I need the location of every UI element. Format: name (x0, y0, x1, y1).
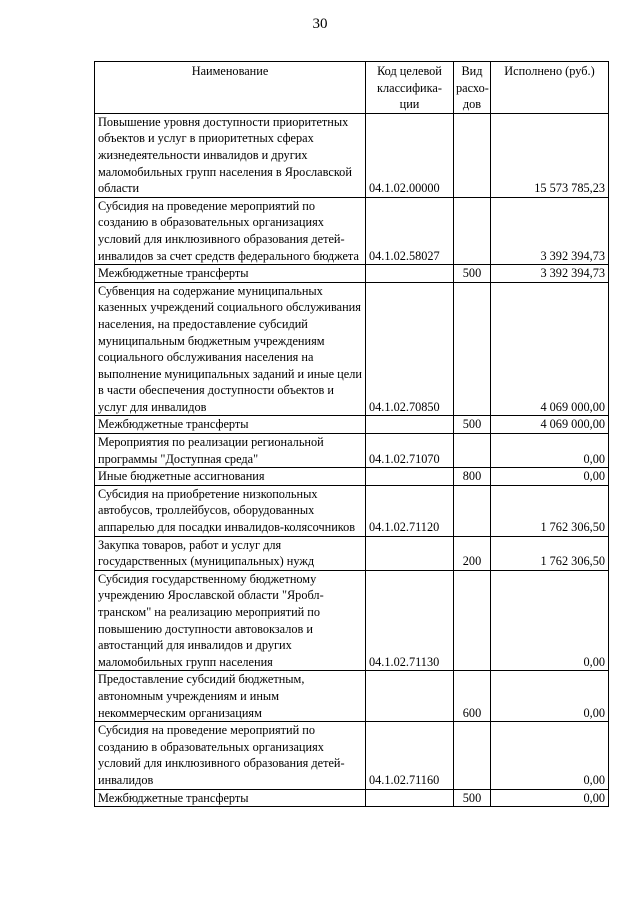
row-code: 04.1.02.71130 (366, 570, 454, 671)
row-code (366, 468, 454, 486)
row-name: Мероприятия по реализации региональной программы "Доступная среда" (95, 434, 366, 468)
table-row (95, 789, 609, 807)
row-amount: 0,00 (491, 789, 609, 807)
table-row (95, 468, 609, 486)
row-name: Субсидия государственному бюджетному учреждению Ярославской области "Яроблтранском" на реализацию мероприятий по повышению доступности автовокзалов и автостанций для инвалидов и других маломобильных групп населения (95, 570, 366, 671)
table-row (95, 485, 609, 536)
row-type (454, 197, 491, 264)
table-row (95, 265, 609, 283)
table-row (95, 722, 609, 789)
row-code (366, 671, 454, 722)
row-amount: 0,00 (491, 434, 609, 468)
table-row (95, 197, 609, 264)
row-amount: 1 762 306,50 (491, 536, 609, 570)
row-type (454, 434, 491, 468)
row-name: Межбюджетные трансферты (95, 265, 366, 283)
row-type: 600 (454, 671, 491, 722)
header-amount: Исполнено (руб.) (491, 62, 609, 114)
row-type (454, 485, 491, 536)
table-row (95, 536, 609, 570)
row-type (454, 722, 491, 789)
row-amount: 0,00 (491, 570, 609, 671)
row-amount: 15 573 785,23 (491, 113, 609, 197)
table-row (95, 282, 609, 416)
row-name: Предоставление субсидий бюджетным, автономным учреждениям и иным некоммерческим организациям (95, 671, 366, 722)
table-row (95, 671, 609, 722)
table-row (95, 113, 609, 197)
row-name: Повышение уровня доступности приоритетных объектов и услуг в приоритетных сферах жизнедеятельности инвалидов и других маломобильных групп населения в Ярославской области (95, 113, 366, 197)
row-amount: 0,00 (491, 671, 609, 722)
header-name: Наименование (95, 62, 366, 114)
row-amount: 1 762 306,50 (491, 485, 609, 536)
header-type: Вид расхо- дов (454, 62, 491, 114)
header-code: Код целевой классифика- ции (366, 62, 454, 114)
row-type: 500 (454, 416, 491, 434)
row-code: 04.1.02.58027 (366, 197, 454, 264)
row-type: 800 (454, 468, 491, 486)
row-amount: 3 392 394,73 (491, 197, 609, 264)
row-amount: 0,00 (491, 468, 609, 486)
row-code (366, 416, 454, 434)
row-code (366, 536, 454, 570)
table-row (95, 416, 609, 434)
row-type (454, 113, 491, 197)
row-type (454, 282, 491, 416)
row-type: 500 (454, 789, 491, 807)
row-type: 500 (454, 265, 491, 283)
row-code: 04.1.02.00000 (366, 113, 454, 197)
row-type: 200 (454, 536, 491, 570)
row-name: Субсидия на проведение мероприятий по созданию в образовательных организациях условий для инклюзивного образования детей-инвалидов (95, 722, 366, 789)
page-number: 30 (312, 16, 328, 32)
row-code: 04.1.02.71120 (366, 485, 454, 536)
table-row (95, 434, 609, 468)
row-amount: 3 392 394,73 (491, 265, 609, 283)
row-name: Субсидия на проведение мероприятий по созданию в образовательных организациях условий для инклюзивного образования детей-инвалидов за счет средств федерального бюджета (95, 197, 366, 264)
row-name: Субсидия на приобретение низкопольных автобусов, троллейбусов, оборудованных аппарелью для посадки инвалидов-колясочников (95, 485, 366, 536)
row-code: 04.1.02.70850 (366, 282, 454, 416)
row-code: 04.1.02.71160 (366, 722, 454, 789)
row-type (454, 570, 491, 671)
row-amount: 0,00 (491, 722, 609, 789)
budget-table (94, 61, 609, 807)
row-name: Межбюджетные трансферты (95, 416, 366, 434)
row-name: Межбюджетные трансферты (95, 789, 366, 807)
row-code (366, 789, 454, 807)
row-code (366, 265, 454, 283)
row-name: Субвенция на содержание муниципальных казенных учреждений социального обслуживания населения, на предоставление субсидий муниципальным бюджетным учреждениям социального обслуживания населения на выполнение муниципальных заданий и иные цели в части обеспечения доступности объектов и услуг для инвалидов (95, 282, 366, 416)
row-amount: 4 069 000,00 (491, 282, 609, 416)
row-code: 04.1.02.71070 (366, 434, 454, 468)
table-row (95, 570, 609, 671)
row-name: Иные бюджетные ассигнования (95, 468, 366, 486)
row-name: Закупка товаров, работ и услуг для государственных (муниципальных) нужд (95, 536, 366, 570)
row-amount: 4 069 000,00 (491, 416, 609, 434)
table-header-row (95, 62, 609, 114)
